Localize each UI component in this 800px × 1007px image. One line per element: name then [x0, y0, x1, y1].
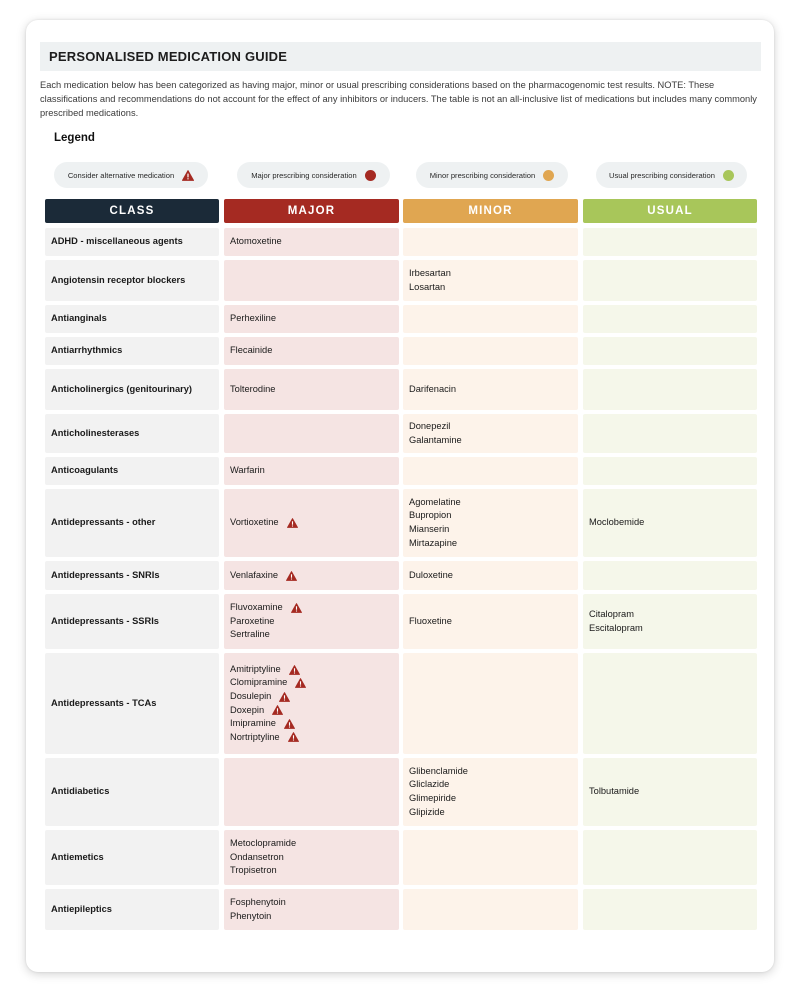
legend-item-label: Usual prescribing consideration [609, 170, 715, 180]
class-name: Anticholinesterases [51, 427, 140, 438]
medication-name: Citalopram [589, 608, 634, 619]
medication-item [230, 837, 399, 851]
medication-name: Mianserin [409, 524, 450, 534]
table-cell-usual [583, 228, 757, 256]
medication-item [230, 516, 399, 530]
medication-item [230, 717, 399, 731]
class-name: Antidepressants - TCAs [51, 697, 157, 708]
class-name: Angiotensin receptor blockers [51, 274, 186, 285]
legend-item [237, 162, 390, 188]
medication-item [230, 628, 399, 642]
table-cell-major [224, 414, 399, 453]
medication-name: Warfarin [230, 465, 265, 476]
table-cell-usual [583, 369, 757, 410]
medication-item [230, 344, 399, 358]
table-cell-major [224, 758, 399, 826]
warning-triangle-icon [288, 732, 299, 742]
table-cell-minor [403, 561, 578, 590]
medication-name: Glimepiride [409, 793, 457, 803]
column-header-usual: USUAL [583, 199, 757, 223]
table-cell-minor [403, 305, 578, 333]
table-cell-major [224, 369, 399, 410]
medication-name: Metoclopramide [230, 838, 297, 849]
class-name: Antianginals [51, 313, 107, 324]
table-cell-usual [583, 305, 757, 333]
medication-item [230, 731, 399, 745]
medication-item [230, 676, 399, 690]
medication-name: Tolterodine [230, 383, 276, 394]
class-name: Antidiabetics [51, 786, 110, 797]
medication-name: Glibenclamide [409, 765, 468, 776]
table-cell-usual [583, 561, 757, 590]
table-cell-major [224, 653, 399, 754]
medication-item [230, 601, 399, 615]
medication-name: Losartan [409, 281, 446, 292]
table-cell-major [224, 594, 399, 649]
medication-item [230, 851, 399, 865]
medication-name: Fluvoxamine [230, 602, 283, 613]
table-cell-class [45, 758, 219, 826]
medication-item [230, 690, 399, 704]
intro-text: Each medication below has been categorized as having major, minor or usual prescribing considerations based on the pharmacogenomic test results. NOTE: These classifications and recommendations do not account for the effect of any inhibitors or inducers. The table is not an all-inclusive list of medications but includes many commonly prescribed medications. [40, 80, 757, 118]
medication-name: Doxepin [230, 704, 265, 715]
column-header-minor: MINOR [403, 199, 578, 223]
table-cell-usual [583, 653, 757, 754]
warning-triangle-icon [182, 170, 194, 181]
medication-item [230, 569, 399, 583]
table-cell-major [224, 260, 399, 301]
table-cell-minor [403, 758, 578, 826]
table-cell-major [224, 489, 399, 557]
medication-name: Bupropion [409, 510, 452, 521]
table-cell-major [224, 457, 399, 485]
column-header-class: CLASS [45, 199, 219, 223]
medication-name: Perhexiline [230, 313, 276, 324]
legend-item-label: Major prescribing consideration [251, 170, 357, 180]
column-header-major: MAJOR [224, 199, 399, 223]
table-cell-minor [403, 489, 578, 557]
class-name: Antidepressants - other [51, 517, 156, 528]
class-name: Anticoagulants [51, 465, 119, 476]
medication-name: Tolbutamide [589, 786, 640, 797]
class-name: Anticholinergics (genitourinary) [51, 383, 193, 394]
warning-triangle-icon [287, 518, 298, 528]
table-cell-minor [403, 337, 578, 365]
table-cell-minor [403, 594, 578, 649]
dot-icon [543, 170, 554, 181]
medication-name: Paroxetine [230, 615, 275, 626]
medication-name: Mirtazapine [409, 537, 458, 548]
warning-triangle-icon [286, 571, 297, 581]
medication-item [230, 383, 399, 397]
table-cell-class [45, 305, 219, 333]
class-name: Antiarrhythmics [51, 345, 123, 356]
table-cell-major [224, 561, 399, 590]
table-cell-class [45, 889, 219, 930]
medication-name: Donepezil [409, 420, 451, 431]
table-cell-usual [583, 260, 757, 301]
table-cell-major [224, 337, 399, 365]
medication-name: Glipizide [409, 806, 445, 817]
medication-name: Nortriptyline [230, 731, 280, 742]
warning-triangle-icon [295, 678, 306, 688]
table-cell-major [224, 889, 399, 930]
table-cell-minor [403, 414, 578, 453]
medication-name: Sertraline [230, 629, 270, 640]
medication-name: Darifenacin [409, 383, 457, 394]
warning-triangle-icon [272, 705, 283, 715]
medication-name: Amitriptyline [230, 663, 281, 674]
table-cell-class [45, 337, 219, 365]
table-cell-major [224, 228, 399, 256]
table-cell-usual [583, 489, 757, 557]
table-cell-class [45, 653, 219, 754]
class-name: Antiepileptics [51, 903, 112, 914]
table-cell-minor [403, 653, 578, 754]
table-cell-class [45, 414, 219, 453]
medication-name: Moclobemide [589, 517, 645, 528]
medication-name: Vortioxetine [230, 517, 279, 528]
class-name: Antidepressants - SNRIs [51, 569, 160, 580]
table-cell-minor [403, 260, 578, 301]
table-cell-usual [583, 758, 757, 826]
medication-name: Irbesartan [409, 267, 451, 278]
medication-name: Clomipramine [230, 677, 288, 688]
class-name: Antidepressants - SSRIs [51, 615, 159, 626]
warning-triangle-icon [279, 692, 290, 702]
legend-item-label: Minor prescribing consideration [429, 170, 536, 180]
medication-item [230, 704, 399, 718]
table-cell-minor [403, 830, 578, 885]
medication-name: Imipramine [230, 718, 276, 729]
table-cell-usual [583, 337, 757, 365]
table-cell-usual [583, 889, 757, 930]
medication-name: Agomelatine [409, 496, 461, 507]
medication-name: Ondansetron [230, 851, 284, 862]
table-cell-class [45, 561, 219, 590]
table-cell-usual [583, 414, 757, 453]
medication-name: Escitalopram [589, 622, 643, 633]
medication-item [230, 464, 399, 478]
medication-name: Fluoxetine [409, 615, 452, 626]
class-name: ADHD - miscellaneous agents [51, 236, 183, 247]
table-cell-usual [583, 594, 757, 649]
medication-name: Atomoxetine [230, 236, 282, 247]
table-cell-class [45, 369, 219, 410]
medication-item [230, 896, 399, 910]
medication-item [230, 235, 399, 249]
table-cell-class [45, 830, 219, 885]
medication-name: Fosphenytoin [230, 896, 286, 907]
table-cell-class [45, 594, 219, 649]
legend-item [54, 162, 208, 188]
table-cell-minor [403, 228, 578, 256]
table-cell-minor [403, 889, 578, 930]
dot-icon [365, 170, 376, 181]
medication-item [230, 864, 399, 878]
medication-item [230, 312, 399, 326]
table-cell-minor [403, 457, 578, 485]
legend-title: Legend [54, 132, 95, 144]
table-cell-major [224, 830, 399, 885]
dot-icon [723, 170, 734, 181]
medication-name: Flecainide [230, 345, 273, 356]
legend-item [596, 162, 747, 188]
table-cell-usual [583, 457, 757, 485]
medication-name: Tropisetron [230, 865, 277, 876]
warning-triangle-icon [289, 665, 300, 675]
page-title: PERSONALISED MEDICATION GUIDE [40, 42, 761, 71]
table-cell-class [45, 489, 219, 557]
warning-triangle-icon [291, 603, 302, 613]
medication-item [230, 615, 399, 629]
table-cell-major [224, 305, 399, 333]
medication-name: Dosulepin [230, 690, 272, 701]
table-cell-class [45, 260, 219, 301]
medication-item [230, 910, 399, 924]
class-name: Antiemetics [51, 851, 104, 862]
table-cell-minor [403, 369, 578, 410]
legend-item-label: Consider alternative medication [67, 170, 175, 180]
medication-name: Duloxetine [409, 569, 453, 580]
legend-item [416, 162, 568, 188]
table-cell-class [45, 457, 219, 485]
medication-name: Gliclazide [409, 779, 450, 790]
medication-item [230, 663, 399, 677]
medication-name: Galantamine [409, 434, 462, 445]
table-cell-usual [583, 830, 757, 885]
medication-name: Venlafaxine [230, 569, 279, 580]
warning-triangle-icon [284, 719, 295, 729]
medication-name: Phenytoin [230, 910, 272, 921]
table-cell-class [45, 228, 219, 256]
